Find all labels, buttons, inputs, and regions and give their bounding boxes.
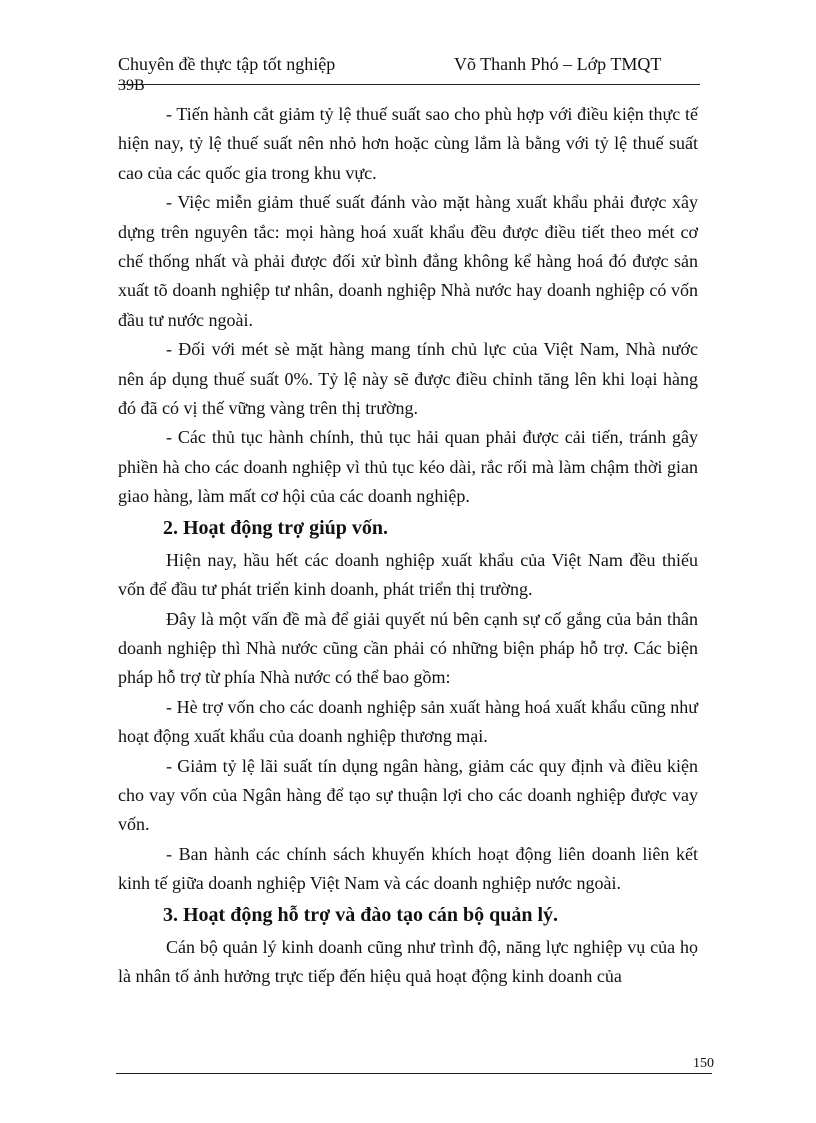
paragraph-administrative-procedures: - Các thủ tục hành chính, thủ tục hải quan phải được cải tiến, tránh gây phiền hà cho các doanh nghiệp vì thủ tục kéo dài, rắc rối mà làm chậm thời gian giao hàng, làm mất cơ hội của các doanh nghiệp. (118, 427, 698, 507)
section-heading-management-training: 3. Hoạt động hỗ trợ và đào tạo cán bộ quản lý. (163, 903, 559, 926)
paragraph-interest-rate-reduction: - Giảm tỷ lệ lãi suất tín dụng ngân hàng, giảm các quy định và điều kiện cho vay vốn của Ngân hàng để tạo sự thuận lợi cho các doanh nghiệp được vay vốn. (118, 755, 698, 835)
paragraph-joint-venture-policy: - Ban hành các chính sách khuyến khích hoạt động liên doanh liên kết kinh tế giữa doanh nghiệp Việt Nam và các doanh nghiệp nước ngoài. (118, 843, 698, 894)
header-author-class: Võ Thanh Phó – Lớp TMQT (454, 54, 662, 74)
page-header (118, 52, 700, 85)
paragraph-tax-rate-reduction: - Tiến hành cắt giảm tỷ lệ thuế suất sao cho phù hợp với điều kiện thực tế hiện nay, tỷ lệ thuế suất nên nhỏ hơn hoặc cùng lắm là bằng với tỷ lệ thuế suất cao của các quốc gia trong khu vực. (118, 104, 698, 183)
page-body (118, 100, 698, 991)
section-heading-capital-support: 2. Hoạt động trợ giúp vốn. (163, 516, 388, 539)
paragraph-tax-exemption-principle: - Việc miễn giảm thuế suất đánh vào mặt hàng xuất khẩu phải được xây dựng trên nguyên tắc: mọi hàng hoá xuất khẩu đều được điều tiết theo mét cơ chế thống nhất và phải được đối xử bình đẳng không kể hàng hoá đó được sản xuất tõ doanh nghiệp tư nhân, doanh nghiệp Nhà nước hay doanh nghiệp có vốn đầu tư nước ngoài. (118, 192, 698, 330)
paragraph-capital-assistance: - Hè trợ vốn cho các doanh nghiệp sản xuất hàng hoá xuất khẩu cũng như hoạt động xuất khẩu của doanh nghiệp thương mại. (118, 696, 698, 747)
paragraph-capital-shortage: Hiện nay, hầu hết các doanh nghiệp xuất khẩu của Việt Nam đều thiếu vốn để đầu tư phát triển kinh doanh, phát triển thị trường. (118, 549, 698, 600)
paragraph-state-support-measures: Đây là một vấn đề mà để giải quyết nú bên cạnh sự cố gắng của bản thân doanh nghiệp thì Nhà nước cũng cần phải có những biện pháp hỗ trợ. Các biện pháp hỗ trợ từ phía Nhà nước có thể bao gồm: (118, 608, 698, 688)
page-number: 150 (693, 1056, 714, 1071)
footer-divider (116, 1073, 712, 1074)
paragraph-management-staff: Cán bộ quản lý kinh doanh cũng như trình độ, năng lực nghiệp vụ của họ là nhân tố ảnh hưởng trực tiếp đến hiệu quả hoạt động kinh doanh của (118, 936, 698, 986)
paragraph-key-export-goods: - Đối với mét sè mặt hàng mang tính chủ lực của Việt Nam, Nhà nước nên áp dụng thuế suất 0%. Tỷ lệ này sẽ được điều chỉnh tăng lên khi loại hàng đó đã có vị thế vững vàng trên thị trường. (118, 339, 698, 419)
header-document-title: Chuyên đề thực tập tốt nghiệp (118, 54, 336, 74)
header-document-title-continued: 39B (118, 77, 145, 94)
